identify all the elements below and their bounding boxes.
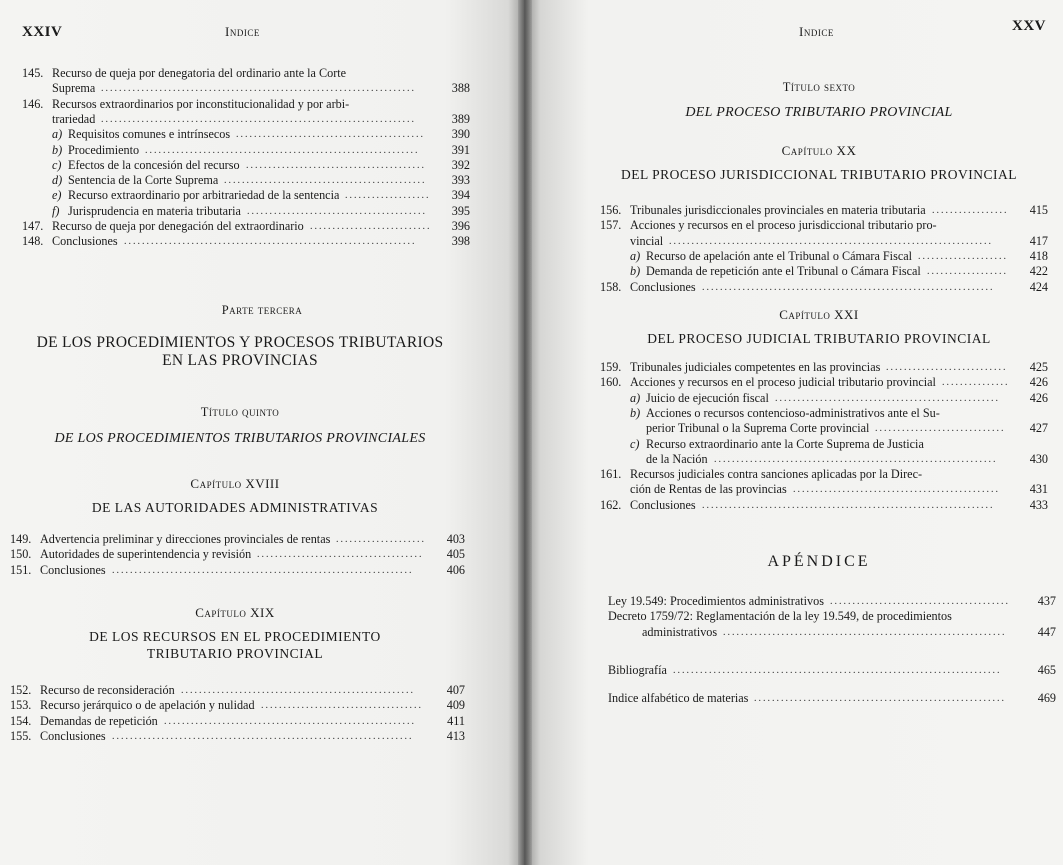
toc-entry-text: Recurso extraordinario por arbitrariedad de la sentencia [68,188,340,203]
left-running-head: Indice [225,24,260,39]
capitulo-xx-label: Capítulo XX [781,143,857,158]
toc-entry-number: 156. [600,203,622,217]
toc-entry [600,218,1048,249]
toc-entry [600,437,1048,468]
toc-entry-page: 392 [451,157,470,172]
toc-entry-page: 395 [451,203,470,218]
dot-leader: .................................................... [181,685,415,696]
toc-entry-text: Suprema [52,81,96,96]
toc-entry-page: 411 [447,713,465,728]
toc-entry-text: Indice alfabético de materias [608,691,749,706]
toc-entry-text: Recurso de apelación ante el Tribunal o Cámara Fiscal [646,248,913,263]
capitulo-xviii-name: DE LAS AUTORIDADES ADMINISTRATIVAS [91,500,379,515]
capitulo-xviii-label: Capítulo XVIII [190,476,280,491]
toc-entry-text: Demanda de repetición ante el Tribunal o Cámara Fiscal [646,264,921,279]
toc-entry-text: Recurso extraordinario ante la Corte Suprema de Justicia [646,436,924,451]
dot-leader: ........................... [310,221,432,232]
toc-entry-text: Demandas de repetición [40,713,158,728]
capitulo-xx-name: DEL PROCESO JURISDICCIONAL TRIBUTARIO PROVINCIAL [621,167,1017,182]
toc-entry [608,691,1056,706]
toc-entry [608,609,1056,640]
toc-entry [600,406,1048,437]
toc-entry-page: 389 [451,111,470,126]
dot-leader: ................. [932,205,1009,216]
toc-entry [10,547,465,562]
toc-entry-text: Recursos extraordinarios por inconstitucionalidad y por arbi- [52,96,350,111]
toc-entry-text: Sentencia de la Corte Suprema [68,173,219,188]
toc-entry-text: Conclusiones [630,279,696,294]
toc-entry-number: 150. [10,547,32,562]
toc-entry-page: 390 [451,127,470,142]
toc-entry-text: trariedad [52,111,96,126]
toc-entry-page: 405 [446,547,465,562]
right-running-head: Indice [799,24,834,39]
dot-leader: ................... [345,190,431,202]
toc-entry-number: 151. [10,562,32,577]
toc-entry-page: 417 [1029,233,1048,248]
dot-leader: ............................................................... [714,453,998,465]
toc-entry-letter: b) [52,142,63,157]
toc-entry-letter: c) [630,436,640,451]
toc-entry [22,97,470,128]
dot-leader: ........................................................................ [669,235,993,247]
parte-label: Parte tercera [221,303,303,317]
left-folio: XXIV [22,24,63,40]
toc-entry-page: 413 [446,728,465,743]
toc-entry-page: 427 [1029,421,1048,436]
toc-entry-page: 393 [451,173,470,188]
toc-entry-text: ción de Rentas de las provincias [630,482,787,497]
toc-entry-text: Autoridades de superintendencia y revisión [40,547,252,562]
toc-entry-page: 424 [1029,279,1048,294]
toc-entry-page: 394 [451,188,470,203]
toc-entry-page: 398 [451,234,470,249]
titulo-sexto-name: DEL PROCESO TRIBUTARIO PROVINCIAL [685,105,953,120]
dot-leader: .................................... [261,700,423,712]
toc-entry-text: Acciones y recursos en el proceso jurisdiccional tributario pro- [630,218,937,233]
parte-title-line-1: DE LOS PROCEDIMIENTOS Y PROCESOS TRIBUTARIOS [36,334,444,351]
parte-title-line-2: EN LAS PROVINCIAS [162,352,318,369]
toc-entry-page: 433 [1029,497,1048,512]
toc-entry-letter: b) [630,264,641,279]
toc-entry-text: Requisitos comunes e intrínsecos [68,127,231,142]
toc-entry [600,375,1048,390]
dot-leader: ............... [942,377,1010,389]
toc-entry-number: 146. [22,96,44,111]
book-gutter [518,0,532,865]
toc-entry-text: de la Nación [646,451,708,466]
dot-leader: ................................................................. [702,281,995,293]
toc-entry-page: 415 [1029,203,1048,217]
toc-entry-page: 391 [451,142,470,157]
toc-entry-text: Decreto 1759/72: Reglamentación de la ley 19.549, de procedimientos [608,609,952,624]
toc-entry-text: Recurso de reconsideración [40,683,175,697]
toc-entry-page: 409 [446,698,465,713]
dot-leader: ................................................................. [124,236,417,248]
dot-leader: ........................................ [246,159,426,171]
toc-entry-page: 426 [1029,375,1048,390]
dot-leader: ............................................. [224,175,427,187]
toc-entry [22,127,470,142]
dot-leader: ................................................................... [112,730,414,742]
toc-entry-page: 396 [451,219,470,233]
toc-entry-text: administrativos [642,624,718,639]
dot-leader: ................................................................... [112,564,414,576]
toc-entry [10,729,465,744]
left-page [0,0,524,865]
toc-entry-page: 418 [1029,248,1048,263]
dot-leader: ................................................................. [702,499,995,511]
capitulo-xix-name-line-1: DE LOS RECURSOS EN EL PROCEDIMIENTO [89,629,381,644]
apendice-heading: APÉNDICE [767,553,871,570]
toc-entry [600,467,1048,498]
titulo-quinto-label: Título quinto [200,405,280,419]
toc-entry-text: Recurso jerárquico o de apelación y nulidad [40,698,255,713]
toc-entry [22,204,470,219]
dot-leader: .......................................... [236,129,425,141]
dot-leader: ........................................................ [164,715,416,727]
toc-entry-letter: a) [630,248,641,263]
toc-entry-page: 431 [1029,482,1048,497]
toc-entry-letter: a) [52,127,63,142]
toc-entry-page: 430 [1029,451,1048,466]
toc-entry-letter: f) [52,203,60,218]
toc-entry [10,532,465,547]
titulo-sexto-label: Título sexto [782,80,856,94]
toc-entry-number: 159. [600,360,622,374]
toc-entry-page: 403 [446,532,465,546]
right-folio: XXV [1012,18,1046,34]
capitulo-xxi-name: DEL PROCESO JUDICIAL TRIBUTARIO PROVINCIAL [647,331,991,346]
toc-entry-text: Bibliografía [608,662,667,677]
toc-entry-text: Conclusiones [40,728,106,743]
toc-entry-page: 447 [1037,624,1056,639]
dot-leader: ........................................................ [754,693,1006,705]
right-page [524,0,1063,865]
toc-entry-page: 469 [1037,691,1056,706]
toc-entry-text: Juicio de ejecución fiscal [646,390,769,405]
toc-entry-text: Efectos de la concesión del recurso [68,157,240,172]
toc-entry-text: Procedimiento [68,142,140,157]
toc-entry-number: 162. [600,497,622,512]
toc-entry-number: 161. [600,467,622,482]
toc-entry-page: 422 [1029,264,1048,279]
dot-leader: .................... [918,250,1008,262]
dot-leader: ........................................ [830,596,1010,607]
dot-leader: ...................................................................... [101,113,416,125]
toc-entry [22,188,470,203]
dot-leader: ............................. [875,423,1006,435]
toc-entry-text: Recurso de queja por denegatoria del ordinario ante la Corte [52,66,347,80]
toc-entry-text: Conclusiones [40,562,106,577]
toc-entry-text: Tribunales judiciales competentes en las provincias [630,360,881,374]
dot-leader: ........................................ [247,205,427,217]
toc-entry [10,683,465,698]
toc-entry-number: 154. [10,713,32,728]
toc-entry-page: 465 [1037,662,1056,677]
capitulo-xix-label: Capítulo XIX [195,605,275,620]
toc-entry-text: Conclusiones [630,497,696,512]
toc-entry [600,391,1048,406]
toc-entry [600,280,1048,295]
toc-entry-text: Recursos judiciales contra sanciones aplicadas por la Direc- [630,467,923,482]
toc-entry-number: 147. [22,219,44,233]
toc-entry-number: 160. [600,375,622,390]
toc-entry-page: 407 [446,683,465,697]
toc-entry [10,714,465,729]
dot-leader: ......................................................................... [673,664,1002,676]
dot-leader: ............................................................... [723,626,1007,638]
toc-entry-page: 437 [1037,594,1056,608]
toc-entry-number: 158. [600,279,622,294]
toc-entry-number: 155. [10,728,32,743]
toc-entry-number: 148. [22,234,44,249]
toc-entry-text: Advertencia preliminar y direcciones provinciales de rentas [40,532,331,546]
toc-entry-text: Recurso de queja por denegación del extraordinario [52,219,304,233]
toc-entry-letter: d) [52,173,63,188]
toc-entry-number: 157. [600,218,622,233]
toc-entry [600,360,1048,375]
toc-entry-page: 426 [1029,390,1048,405]
toc-entry [22,158,470,173]
toc-entry [22,173,470,188]
toc-entry-page: 388 [451,81,470,96]
toc-entry-text: Ley 19.549: Procedimientos administrativos [608,594,824,608]
dot-leader: .................... [336,534,426,545]
toc-entry-number: 149. [10,532,32,546]
titulo-quinto-name: DE LOS PROCEDIMIENTOS TRIBUTARIOS PROVINCIALES [54,431,426,446]
toc-entry [22,219,470,234]
toc-entry [608,663,1056,678]
dot-leader: ........................... [886,362,1008,373]
toc-entry [600,264,1048,279]
toc-entry-text: Acciones y recursos en el proceso judicial tributario provincial [630,375,936,390]
toc-entry-letter: a) [630,390,641,405]
capitulo-xxi-label: Capítulo XXI [779,307,859,322]
dot-leader: .............................................. [793,484,1000,496]
toc-entry-number: 152. [10,683,32,697]
toc-entry-text: perior Tribunal o la Suprema Corte provincial [646,421,870,436]
toc-entry-page: 425 [1029,360,1048,374]
toc-entry-number: 145. [22,66,44,80]
capitulo-xix-name-line-2: TRIBUTARIO PROVINCIAL [146,646,324,661]
dot-leader: ............................................................. [145,144,420,156]
toc-entry-text: Tribunales jurisdiccionales provinciales en materia tributaria [630,203,926,217]
toc-entry-text: vincial [630,233,664,248]
toc-entry [22,66,470,97]
toc-entry-letter: b) [630,405,641,420]
toc-entry [10,563,465,578]
toc-entry-letter: c) [52,157,62,172]
toc-entry [608,594,1056,609]
toc-entry-text: Conclusiones [52,234,118,249]
toc-entry [22,143,470,158]
toc-entry [600,203,1048,218]
dot-leader: ...................................................................... [101,83,416,95]
toc-entry-letter: e) [52,188,62,203]
dot-leader: .................................................. [775,392,1000,404]
toc-entry [22,234,470,249]
toc-entry-text: Acciones o recursos contencioso-administrativos ante el Su- [646,405,940,420]
toc-entry-number: 153. [10,698,32,713]
dot-leader: .................. [927,266,1008,278]
toc-entry [10,698,465,713]
toc-entry-text: Jurisprudencia en materia tributaria [68,203,241,218]
toc-entry [600,498,1048,513]
dot-leader: ..................................... [257,549,424,561]
toc-entry-page: 406 [446,562,465,577]
toc-entry [600,249,1048,264]
